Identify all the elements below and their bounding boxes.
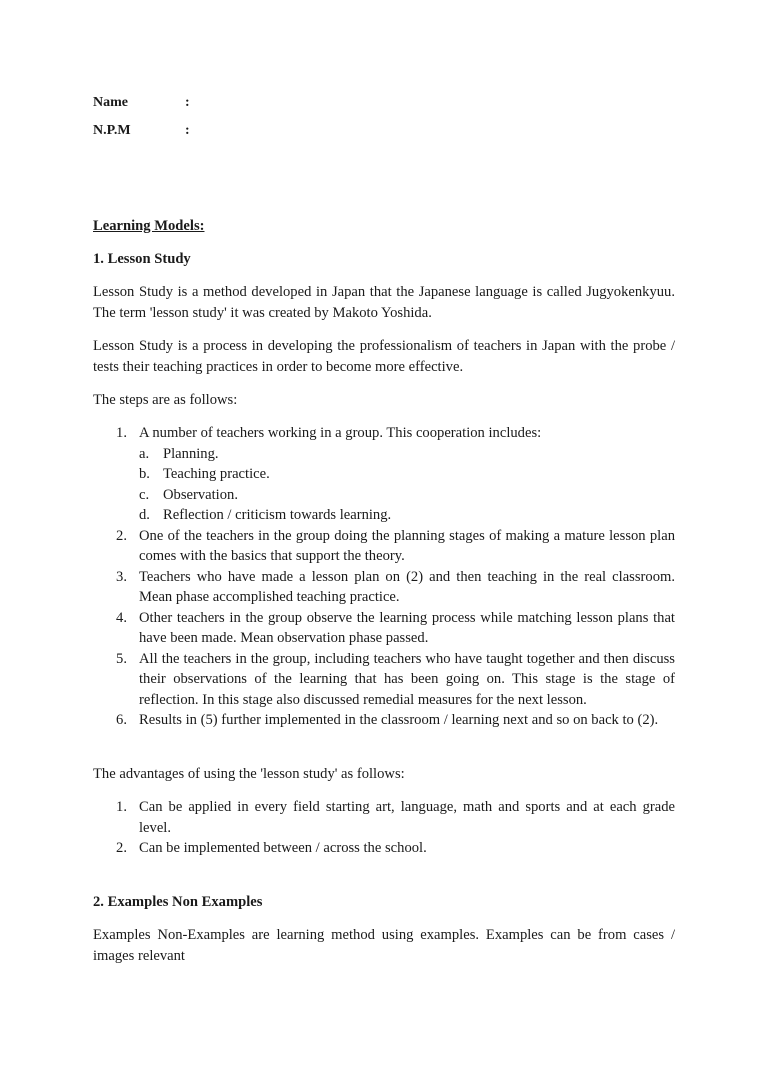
name-label: Name (93, 95, 128, 110)
section1-paragraph-1: Lesson Study is a method developed in Japan that the Japanese language is called Jugyokenkyuu. The term 'lesson study' it was created by Makoto Yoshida. (93, 284, 675, 321)
advantages-intro: The advantages of using the 'lesson study' as follows: (93, 766, 405, 782)
steps-intro: The steps are as follows: (93, 392, 238, 408)
section2-title: 2. Examples Non Examples (93, 894, 263, 910)
advantages-list: 1. Can be applied in every field starting art, language, math and sports and at each grade level. 2. Can be implemented between / across the school. (116, 799, 675, 856)
npm-label: N.P.M (93, 123, 131, 138)
section2-paragraph-1: Examples Non-Examples are learning method using examples. Examples can be from cases / images relevant (93, 927, 675, 964)
steps-list: 1. A number of teachers working in a group. This cooperation includes: a. Planning. b. Teaching practice. c. Observation. d. Reflection / criticism towards learning. 2. One of the teachers in the group doing the planning stages of making a mature lesson plan comes with the basics that support the theory. 3. Teachers who have made a lesson plan on (2) and then teaching in the real classroom. Mean phase accomplished teaching practice. 4. Other teachers in the group observe the learning process while matching lesson plans that have been made. Mean observation phase passed. 5. All the teachers in the group, including teachers who have taught together and then discuss their observations of the learning that has been going on. This stage is the stage of reflection. In this stage also discussed remedial measures for the next lesson. 6. Results in (5) further implemented in the classroom / learning next and so on back to (2). (116, 425, 675, 728)
section1-title: 1. Lesson Study (93, 251, 191, 267)
section1-paragraph-2: Lesson Study is a process in developing the professionalism of teachers in Japan with the probe / tests their teaching practices in order to become more effective. (93, 338, 675, 375)
document-heading: Learning Models: (93, 218, 205, 234)
name-separator: : (185, 95, 190, 110)
npm-separator: : (185, 123, 190, 138)
